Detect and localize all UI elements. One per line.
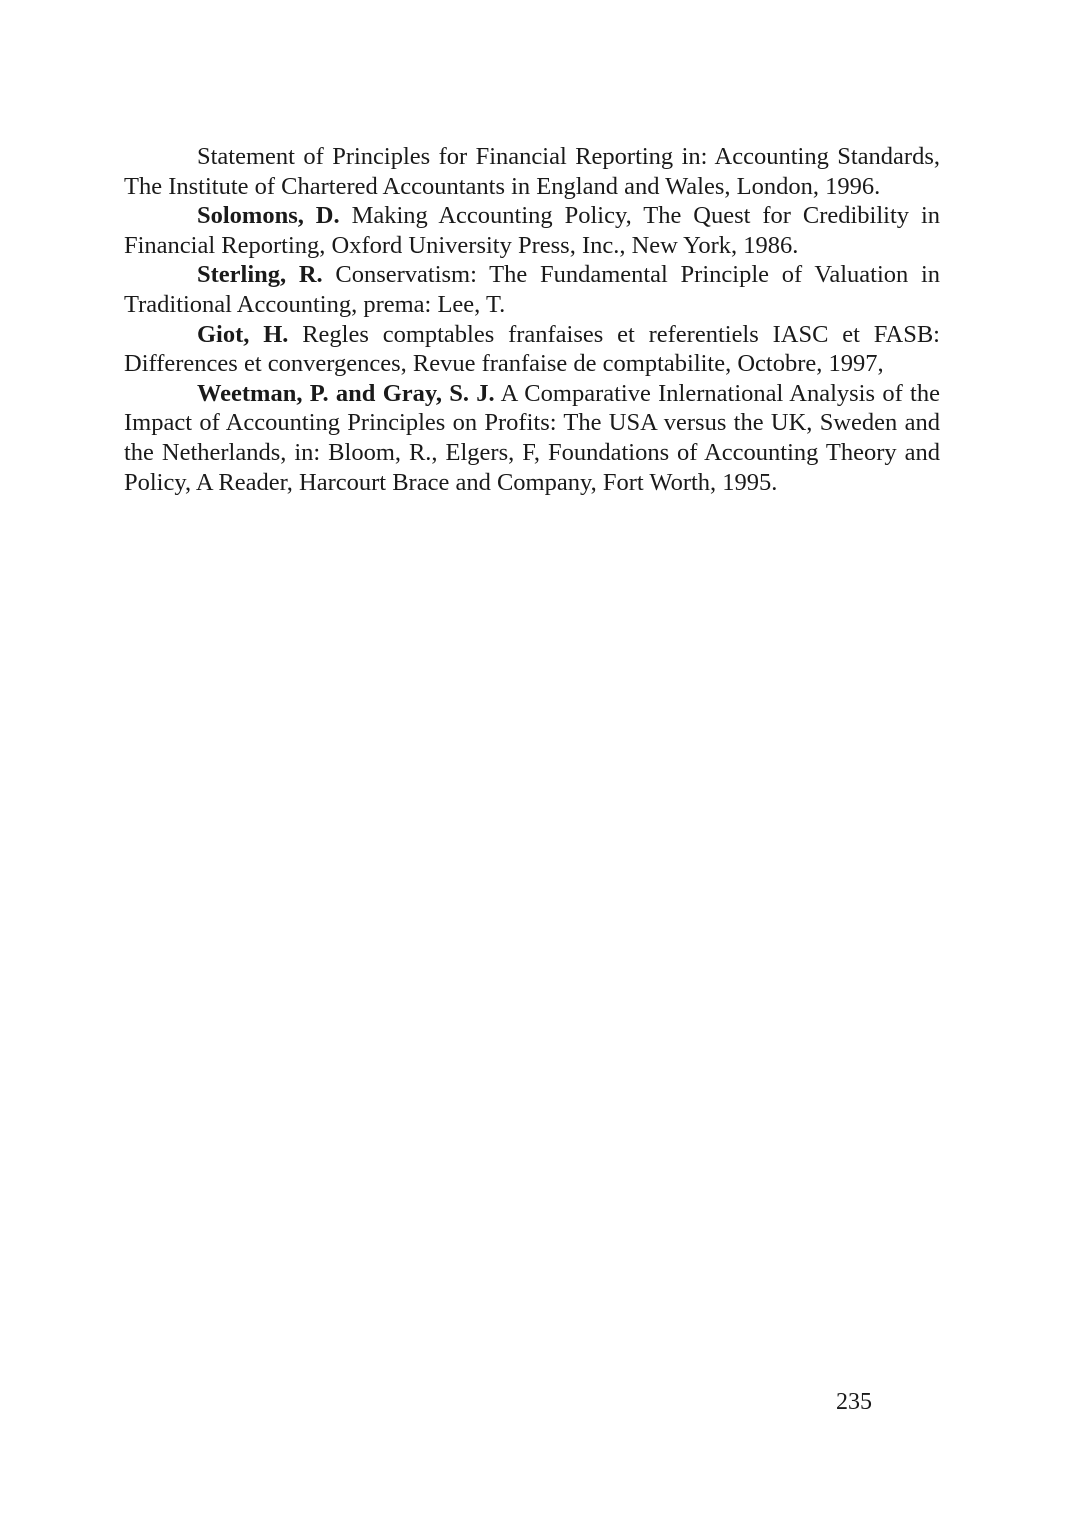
reference-list: [124, 142, 940, 497]
reference-author: Giot, H.: [197, 320, 289, 348]
reference-text: A Comparative Inlernational Analysis of the Impact of Accounting Principles on Profits: The USA versus the UK, Sweden and the Netherlands, in: Bloom, R., Elgers, F, Foundations of Accounting Theory and Policy, A Reader, Harcourt Brace and Company, Fort Worth, 1995.: [124, 379, 940, 496]
reference-text: Making Accounting Policy, The Quest for Credibility in Financial Reporting, Oxford University Press, Inc., New York, 1986.: [124, 202, 941, 259]
reference-text: Statement of Principles for Financial Reporting in: Accounting Standards, The Institute of Chartered Accountants in England and Wales, London, 1996.: [124, 143, 940, 200]
reference-entry: [124, 142, 940, 201]
page-number: 235: [836, 1389, 872, 1415]
reference-entry: [124, 320, 940, 379]
reference-text: Regles comptables franfaises et referentiels IASC et FASB: Differences et convergences, Revue franfaise de comptabilite, Octobre, 1997,: [124, 320, 940, 378]
reference-text: Conservatism: The Fundamental Principle of Valuation in Traditional Accounting, prema: Lee, T.: [124, 261, 940, 318]
reference-entry: [124, 379, 940, 497]
reference-author: Weetman, P. and Gray, S. J.: [197, 379, 495, 407]
reference-author: Sterling, R.: [197, 261, 323, 289]
reference-author: Solomons, D.: [197, 202, 340, 230]
reference-entry: [124, 260, 940, 319]
reference-entry: [124, 201, 940, 260]
